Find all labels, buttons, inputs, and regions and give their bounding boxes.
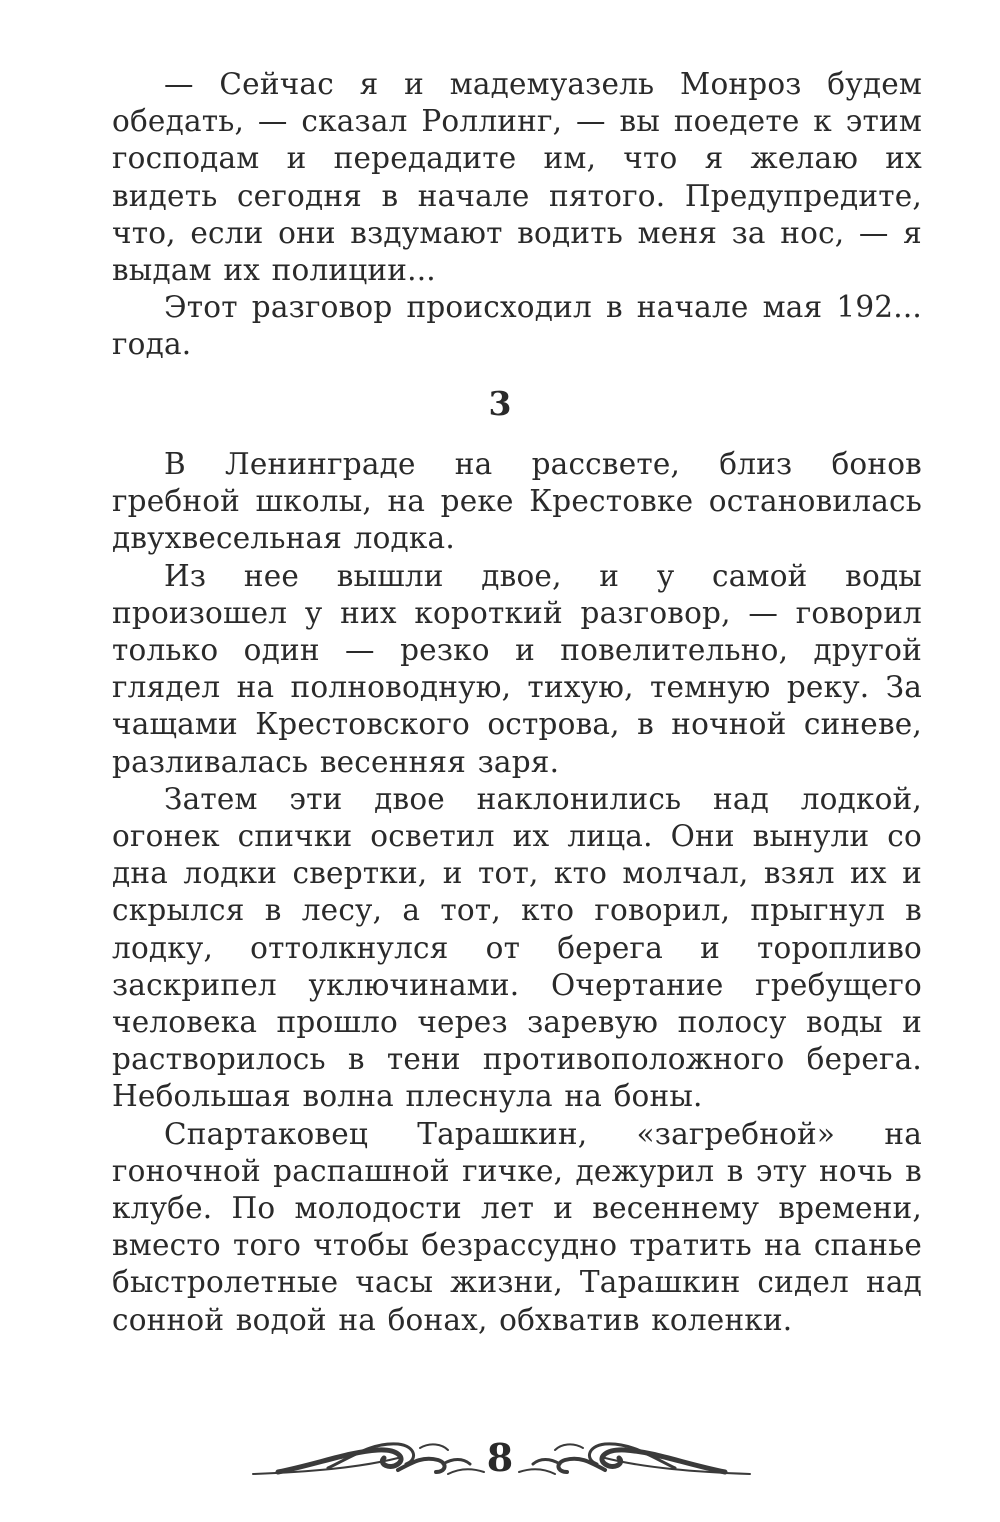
text-block-top bbox=[112, 66, 922, 364]
paragraph: Из нее вышли двое, и у самой воды произошел у них короткий разговор, — говорил только один — резко и повелительно, другой глядел на полноводную, тихую, темную реку. За чащами Крестовского острова, в ночной синеве, разливалась весенняя заря. bbox=[112, 558, 922, 779]
page-footer bbox=[0, 1428, 1000, 1488]
ornament-right-icon bbox=[505, 1434, 755, 1482]
page-number: 8 bbox=[486, 1435, 514, 1480]
paragraph: Затем эти двое наклонились над лодкой, огонек спички осветил их лица. Они вынули со дна лодки свертки, и тот, кто молчал, взял их и скрылся в лесу, а тот, кто говорил, прыгнул в лодку, оттолкнулся от берега и торопливо заскрипел уключинами. Очертание гребущего человека прошло через заревую полосу воды и растворилось в тени противоположного берега. Небольшая волна плеснула на боны. bbox=[112, 781, 922, 1114]
paragraph: Спартаковец Тарашкин, «загребной» на гоночной распашной гичке, дежурил в эту ночь в клубе. По молодости лет и весеннему времени, вместо того чтобы безрассудно тратить на спанье быстролетные часы жизни, Тарашкин сидел над сонной водой на бонах, обхватив коленки. bbox=[112, 1116, 922, 1337]
text-block-main bbox=[112, 446, 922, 1339]
chapter-number: 3 bbox=[488, 384, 512, 423]
paragraph: Этот разговор происходил в начале мая 192... года. bbox=[112, 290, 922, 362]
paragraph: — Сейчас я и мадемуазель Монроз будем обедать, — сказал Роллинг, — вы поедете к этим господам и передадите им, что я желаю их видеть сегодня в начале пятого. Предупредите, что, если они вздумают водить меня за нос, — я выдам их полиции... bbox=[112, 67, 922, 288]
paragraph: В Ленинграде на рассвете, близ бонов гребной школы, на реке Крестовке остановилась двухвесельная лодка. bbox=[112, 447, 922, 556]
